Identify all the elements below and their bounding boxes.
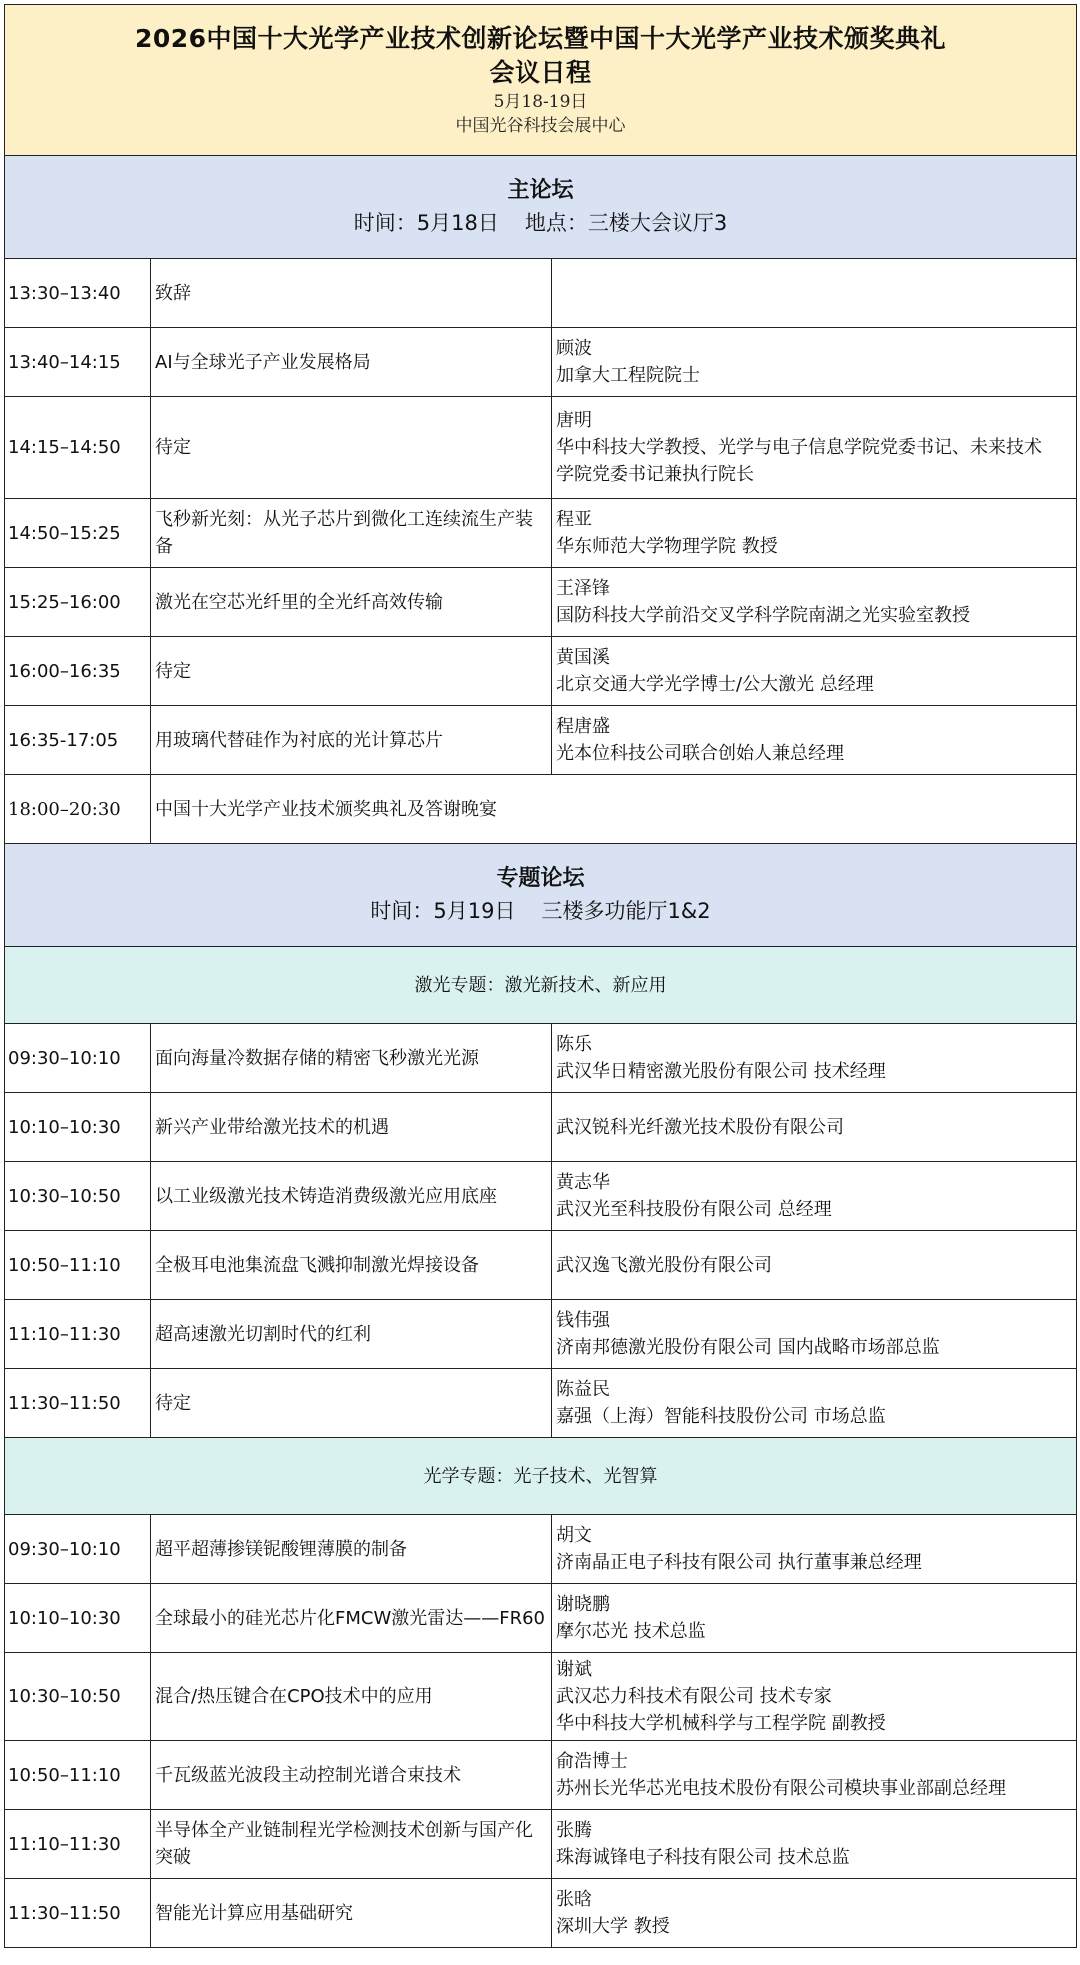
session-topic: 新兴产业带给激光技术的机遇 — [151, 1093, 552, 1162]
session-speaker — [552, 1231, 1077, 1300]
speaker-name: 胡文 — [556, 1525, 592, 1546]
session-row — [5, 1093, 1077, 1162]
session-time: 13:30–13:40 — [5, 259, 151, 328]
session-topic: 飞秒新光刻：从光子芯片到微化工连续流生产装备 — [151, 499, 552, 568]
session-topic: 以工业级激光技术铸造消费级激光应用底座 — [151, 1162, 552, 1231]
speaker-affiliation: 深圳大学 教授 — [556, 1916, 670, 1937]
session-row — [5, 328, 1077, 397]
speaker-affiliation: 北京交通大学光学博士/公大激光 总经理 — [556, 674, 874, 695]
session-row — [5, 1369, 1077, 1438]
speaker-affiliation: 摩尔芯光 技术总监 — [556, 1621, 706, 1642]
session-speaker — [552, 1653, 1077, 1741]
session-row — [5, 706, 1077, 775]
speaker-affiliation: 华中科技大学机械科学与工程学院 副教授 — [556, 1713, 886, 1734]
session-time: 09:30–10:10 — [5, 1024, 151, 1093]
session-row — [5, 1162, 1077, 1231]
conference-date: 5月18-19日 — [493, 92, 588, 112]
speaker-affiliation: 济南晶正电子科技有限公司 执行董事兼总经理 — [556, 1552, 922, 1573]
speaker-name: 谢斌 — [556, 1659, 592, 1680]
session-row — [5, 1024, 1077, 1093]
session-time: 16:35-17:05 — [5, 706, 151, 775]
session-time: 10:50–11:10 — [5, 1741, 151, 1810]
speaker-name: 王泽锋 — [556, 578, 610, 599]
session-speaker — [552, 1024, 1077, 1093]
agenda-sheet — [4, 4, 1076, 1948]
session-speaker — [552, 259, 1077, 328]
session-topic: AI与全球光子产业发展格局 — [151, 328, 552, 397]
session-time: 10:30–10:50 — [5, 1162, 151, 1231]
special-forum-header — [5, 844, 1077, 947]
speaker-name: 张腾 — [556, 1820, 592, 1841]
session-time: 16:00–16:35 — [5, 637, 151, 706]
special-forum-place: 三楼多功能厅1&2 — [541, 899, 711, 923]
session-speaker — [552, 328, 1077, 397]
session-speaker — [552, 568, 1077, 637]
special-forum-time: 时间：5月19日 — [370, 899, 516, 923]
session-topic: 待定 — [151, 1369, 552, 1438]
session-speaker — [552, 1584, 1077, 1653]
speaker-affiliation: 武汉芯力科技术有限公司 技术专家 — [556, 1686, 832, 1707]
header-row — [5, 5, 1077, 156]
session-row — [5, 1515, 1077, 1584]
session-time: 11:10–11:30 — [5, 1810, 151, 1879]
session-row — [5, 568, 1077, 637]
speaker-affiliation: 武汉锐科光纤激光技术股份有限公司 — [556, 1116, 844, 1138]
session-speaker — [552, 1879, 1077, 1948]
session-topic: 激光在空芯光纤里的全光纤高效传输 — [151, 568, 552, 637]
speaker-name: 程唐盛 — [556, 716, 610, 737]
speaker-affiliation: 国防科技大学前沿交叉学科学院南湖之光实验室教授 — [556, 605, 970, 626]
laser-topic-title: 激光专题：激光新技术、新应用 — [5, 947, 1077, 1024]
speaker-name: 钱伟强 — [556, 1310, 610, 1331]
session-topic: 致辞 — [151, 259, 552, 328]
session-topic: 智能光计算应用基础研究 — [151, 1879, 552, 1948]
session-row — [5, 1231, 1077, 1300]
speaker-name: 张晗 — [556, 1889, 592, 1910]
main-forum-place: 地点：三楼大会议厅3 — [524, 211, 728, 235]
speaker-affiliation: 武汉华日精密激光股份有限公司 技术经理 — [556, 1061, 886, 1082]
session-topic: 超平超薄掺镁铌酸锂薄膜的制备 — [151, 1515, 552, 1584]
session-topic: 千瓦级蓝光波段主动控制光谱合束技术 — [151, 1741, 552, 1810]
session-row — [5, 1741, 1077, 1810]
session-speaker — [552, 1300, 1077, 1369]
session-speaker — [552, 1093, 1077, 1162]
session-topic: 中国十大光学产业技术颁奖典礼及答谢晚宴 — [151, 775, 1077, 844]
speaker-name: 陈益民 — [556, 1379, 610, 1400]
main-forum-name: 主论坛 — [507, 178, 574, 203]
speaker-name: 谢晓鹏 — [556, 1594, 610, 1615]
main-forum-time: 时间：5月18日 — [353, 211, 499, 235]
session-topic: 面向海量冷数据存储的精密飞秒激光光源 — [151, 1024, 552, 1093]
speaker-name: 黄志华 — [556, 1172, 610, 1193]
speaker-affiliation: 珠海诚锋电子科技有限公司 技术总监 — [556, 1847, 850, 1868]
speaker-name: 黄国溪 — [556, 647, 610, 668]
speaker-name: 唐明 — [556, 410, 592, 431]
conference-header — [5, 5, 1077, 156]
speaker-affiliation: 武汉逸飞激光股份有限公司 — [556, 1254, 772, 1276]
optics-topic-title: 光学专题：光子技术、光智算 — [5, 1438, 1077, 1515]
session-topic: 超高速激光切割时代的红利 — [151, 1300, 552, 1369]
conference-venue: 中国光谷科技会展中心 — [455, 116, 626, 136]
speaker-affiliation: 学院党委书记兼执行院长 — [556, 464, 754, 485]
session-row — [5, 397, 1077, 499]
speaker-affiliation: 加拿大工程院院士 — [556, 365, 700, 386]
session-time: 11:30–11:50 — [5, 1879, 151, 1948]
session-row — [5, 259, 1077, 328]
speaker-name: 顾波 — [556, 338, 592, 359]
laser-topic-sessions — [5, 1024, 1077, 1438]
session-row — [5, 1584, 1077, 1653]
session-speaker — [552, 1741, 1077, 1810]
session-speaker — [552, 706, 1077, 775]
session-row — [5, 499, 1077, 568]
session-topic: 待定 — [151, 397, 552, 499]
session-speaker — [552, 1515, 1077, 1584]
special-forum-name: 专题论坛 — [496, 866, 585, 891]
session-time: 10:30–10:50 — [5, 1653, 151, 1741]
speaker-name: 俞浩博士 — [556, 1751, 628, 1772]
session-speaker — [552, 499, 1077, 568]
session-speaker — [552, 1810, 1077, 1879]
session-row — [5, 1810, 1077, 1879]
agenda-table — [4, 4, 1077, 1948]
speaker-affiliation: 华中科技大学教授、光学与电子信息学院党委书记、未来技术 — [556, 437, 1042, 458]
session-topic: 半导体全产业链制程光学检测技术创新与国产化突破 — [151, 1810, 552, 1879]
conference-subtitle: 会议日程 — [489, 58, 592, 87]
session-time: 09:30–10:10 — [5, 1515, 151, 1584]
session-time: 11:10–11:30 — [5, 1300, 151, 1369]
main-forum-time-place — [5, 207, 1076, 239]
session-time: 14:50–15:25 — [5, 499, 151, 568]
session-speaker — [552, 1369, 1077, 1438]
conference-title: 2026中国十大光学产业技术创新论坛暨中国十大光学产业技术颁奖典礼 — [134, 24, 947, 53]
speaker-affiliation: 济南邦德激光股份有限公司 国内战略市场部总监 — [556, 1337, 940, 1358]
session-row — [5, 1300, 1077, 1369]
session-time: 18:00–20:30 — [5, 775, 151, 844]
session-topic: 全极耳电池集流盘飞溅抑制激光焊接设备 — [151, 1231, 552, 1300]
main-forum-sessions — [5, 259, 1077, 775]
main-forum-header — [5, 156, 1077, 259]
speaker-affiliation: 嘉强（上海）智能科技股份公司 市场总监 — [556, 1406, 886, 1427]
session-row — [5, 1879, 1077, 1948]
speaker-affiliation: 华东师范大学物理学院 教授 — [556, 536, 778, 557]
optics-topic-sessions — [5, 1515, 1077, 1948]
speaker-affiliation: 苏州长光华芯光电技术股份有限公司模块事业部副总经理 — [556, 1778, 1006, 1799]
session-topic: 全球最小的硅光芯片化FMCW激光雷达——FR60 — [151, 1584, 552, 1653]
evening-row — [5, 775, 1077, 844]
session-time: 15:25–16:00 — [5, 568, 151, 637]
session-speaker — [552, 637, 1077, 706]
session-time: 10:10–10:30 — [5, 1584, 151, 1653]
session-row — [5, 637, 1077, 706]
session-time: 10:50–11:10 — [5, 1231, 151, 1300]
session-row — [5, 1653, 1077, 1741]
session-topic: 混合/热压键合在CPO技术中的应用 — [151, 1653, 552, 1741]
speaker-name: 程亚 — [556, 509, 592, 530]
special-forum-row — [5, 844, 1077, 947]
session-time: 14:15–14:50 — [5, 397, 151, 499]
speaker-affiliation: 武汉光至科技股份有限公司 总经理 — [556, 1199, 832, 1220]
session-topic: 用玻璃代替硅作为衬底的光计算芯片 — [151, 706, 552, 775]
special-forum-time-place — [5, 895, 1076, 927]
session-time: 10:10–10:30 — [5, 1093, 151, 1162]
speaker-name: 陈乐 — [556, 1034, 592, 1055]
session-topic: 待定 — [151, 637, 552, 706]
main-forum-row — [5, 156, 1077, 259]
session-speaker — [552, 1162, 1077, 1231]
laser-topic-row — [5, 947, 1077, 1024]
session-speaker — [552, 397, 1077, 499]
session-time: 13:40–14:15 — [5, 328, 151, 397]
session-time: 11:30–11:50 — [5, 1369, 151, 1438]
optics-topic-row — [5, 1438, 1077, 1515]
speaker-affiliation: 光本位科技公司联合创始人兼总经理 — [556, 743, 844, 764]
